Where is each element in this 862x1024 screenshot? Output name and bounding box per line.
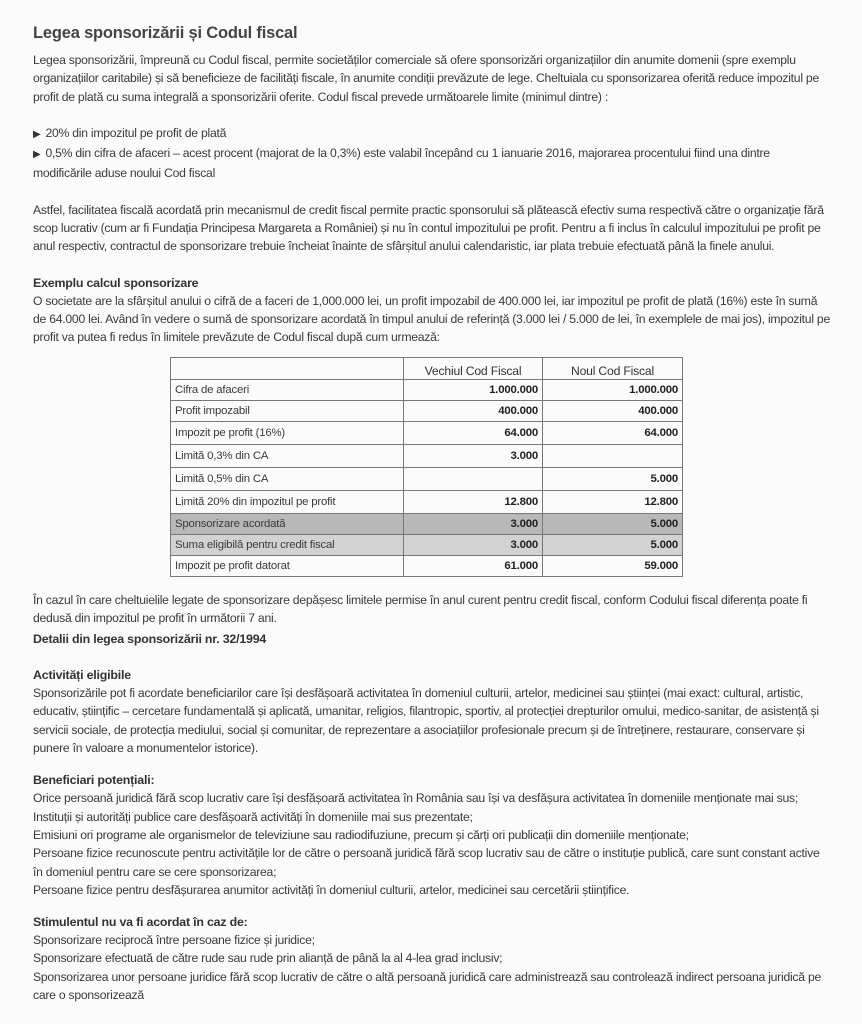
beneficiary-item: Orice persoană juridică fără scop lucrativ care își desfășoară activitatea în România sau își va desfășura activitatea în domeniile menționate mai sus;	[33, 791, 798, 806]
astfel-paragraph: Astfel, facilitatea fiscală acordată prin mecanismul de credit fiscal permite practic sponsorului să plătească efectiv suma respectivă către o organizație fără scop lucrativ (cum ar fi Fundația Principesa Margareta a României) și nu în contul impozitului pe profit. Pentru a fi inclus în calculul impozitului pe profit pe anul respectiv, contractul de sponsorizare trebuie încheiat înainte de sfârșitul anului calendaristic, iar plata trebuie efectuată până la finele anului.	[33, 202, 824, 254]
table-row	[171, 400, 683, 421]
old-value: 61.000	[404, 555, 543, 576]
old-value: 3.000	[404, 534, 543, 555]
row-label: Profit impozabil	[171, 400, 404, 421]
header-old-code: Vechiul Cod Fiscal	[404, 357, 543, 379]
new-value: 59.000	[543, 555, 683, 576]
exclusion-item: Sponsorizare reciprocă între persoane fizice și juridice;	[33, 933, 315, 948]
limit-text: 0,5% din cifra de afaceri – acest procent (majorat de la 0,3%) este valabil începând cu 1 ianuarie 2016, majorarea procentului fiind una dintre modificările aduse noului Cod fiscal	[33, 146, 770, 181]
triangle-bullet-icon: ▶	[33, 128, 41, 140]
old-value: 3.000	[404, 444, 543, 467]
calculation-table	[170, 357, 683, 577]
table-row	[171, 490, 683, 513]
exclusions-heading: Stimulentul nu va fi acordat în caz de:	[33, 915, 248, 930]
row-label: Cifra de afaceri	[171, 379, 404, 400]
new-value: 5.000	[543, 513, 683, 534]
exclusion-item: Sponsorizare efectuată de către rude sau rude prin alianță de până la al 4-lea grad inclusiv;	[33, 951, 503, 966]
header-empty	[171, 357, 404, 379]
intro-paragraph: Legea sponsorizării, împreună cu Codul fiscal, permite societăților comerciale să ofere sponsorizări organizațiilor din anumite domenii (spre exemplu organizațiilor caritabile) și să beneficieze de facilități fiscale, în anumite condiții prevăzute de lege. Cheltuiala cu sponsorizarea oferită reduce impozitul pe profit de plată cu suma integrală a sponsorizării oferite. Codul fiscal prevede următoarele limite (minimul dintre) :	[33, 53, 819, 104]
beneficiaries-heading: Beneficiari potențiali:	[33, 773, 155, 788]
eligible-text: Sponsorizările pot fi acordate beneficiarilor care își desfășoară activitatea în domeniul culturii, artelor, medicinei sau științei (mai exact: cultural, artistic, educativ, științific – cercetare fundamentală și aplicată, umanitar, religios, filantropic, sportiv, al protecției drepturilor omului, medico-sanitar, de asistență și servicii sociale, de protecția mediului, social și comunitar, de reprezentare a asociațiilor profesionale precum și de întreținere, restaurare, conservare și punere în valoare a monumentelor istorice).	[33, 686, 819, 756]
carry-forward-paragraph: În cazul în care cheltuielile legate de sponsorizare depășesc limitele permise în anul curent pentru credit fiscal, conform Codului fiscal diferența poate fi dedusă din impozitul pe profit în următorii 7 ani.	[33, 592, 808, 625]
new-value: 5.000	[543, 467, 683, 490]
details-heading: Detalii din legea sponsorizării nr. 32/1994	[33, 632, 267, 647]
row-label: Impozit pe profit datorat	[171, 555, 404, 576]
example-heading: Exemplu calcul sponsorizare	[33, 275, 199, 290]
row-label: Limită 20% din impozitul pe profit	[171, 490, 404, 513]
table-row	[171, 444, 683, 467]
beneficiary-item: Instituții și autorități publice care desfășoară activități în domeniile mai sus prezentate;	[33, 809, 473, 824]
old-value: 12.800	[404, 490, 543, 513]
old-value: 3.000	[404, 513, 543, 534]
row-label: Suma eligibilă pentru credit fiscal	[171, 534, 404, 555]
header-new-code: Noul Cod Fiscal	[543, 357, 683, 379]
row-label: Limită 0,5% din CA	[171, 467, 404, 490]
row-label: Limită 0,3% din CA	[171, 444, 404, 467]
table-row-highlighted	[171, 513, 683, 534]
new-value: 64.000	[543, 421, 683, 444]
document-page	[33, 24, 831, 1004]
row-label: Sponsorizare acordată	[171, 513, 404, 534]
table-row	[171, 421, 683, 444]
new-value: 5.000	[543, 534, 683, 555]
exclusion-item: Sponsorizarea unor persoane juridice fără scop lucrativ de către o altă persoană juridică care administrează sau controlează indirect persoana juridică pe care o sponsorizează	[33, 969, 822, 1003]
triangle-bullet-icon: ▶	[33, 149, 41, 161]
old-value: 1.000.000	[404, 379, 543, 400]
page-title: Legea sponsorizării și Codul fiscal	[33, 24, 298, 42]
table-row	[171, 555, 683, 576]
beneficiary-item: Persoane fizice recunoscute pentru activitățile lor de către o persoană juridică fără scop lucrativ sau de către o instituție publică, care sunt constant active în domeniul pentru care se cere sponsorizarea;	[33, 846, 820, 879]
old-value: 400.000	[404, 400, 543, 421]
eligible-heading: Activități eligibile	[33, 668, 131, 683]
table-header-row	[171, 357, 683, 379]
example-text: O societate are la sfârșitul anului o cifră de a faceri de 1,000.000 lei, un profit impozabil de 400.000 lei, iar impozitul pe profit de plată (16%) este în sumă de 64.000 lei. Având în vedere o sumă de sponsorizare acordată în timpul anului de referință (3.000 lei / 5.000 de lei, în exemplele de mai jos), impozitul pe profit va putea fi redus în limitele prevăzute de Codul fiscal după cum urmează:	[33, 293, 830, 345]
old-value	[404, 467, 543, 490]
beneficiary-item: Persoane fizice pentru desfășurarea anumitor activități în domeniul culturii, artelor, medicinei sau cercetării științifice.	[33, 882, 630, 897]
new-value	[543, 444, 683, 467]
new-value: 400.000	[543, 400, 683, 421]
table-row	[171, 379, 683, 400]
limit-item	[33, 144, 831, 183]
limit-text: 20% din impozitul pe profit de plată	[45, 125, 227, 140]
row-label: Impozit pe profit (16%)	[171, 421, 404, 444]
table-row	[171, 467, 683, 490]
old-value: 64.000	[404, 421, 543, 444]
beneficiary-item: Emisiuni ori programe ale organismelor de televiziune sau radiodifuziune, precum și cărți ori publicații din domeniile menționate;	[33, 827, 689, 842]
new-value: 1.000.000	[543, 379, 683, 400]
new-value: 12.800	[543, 490, 683, 513]
table-row-highlighted	[171, 534, 683, 555]
limit-item	[33, 124, 831, 144]
